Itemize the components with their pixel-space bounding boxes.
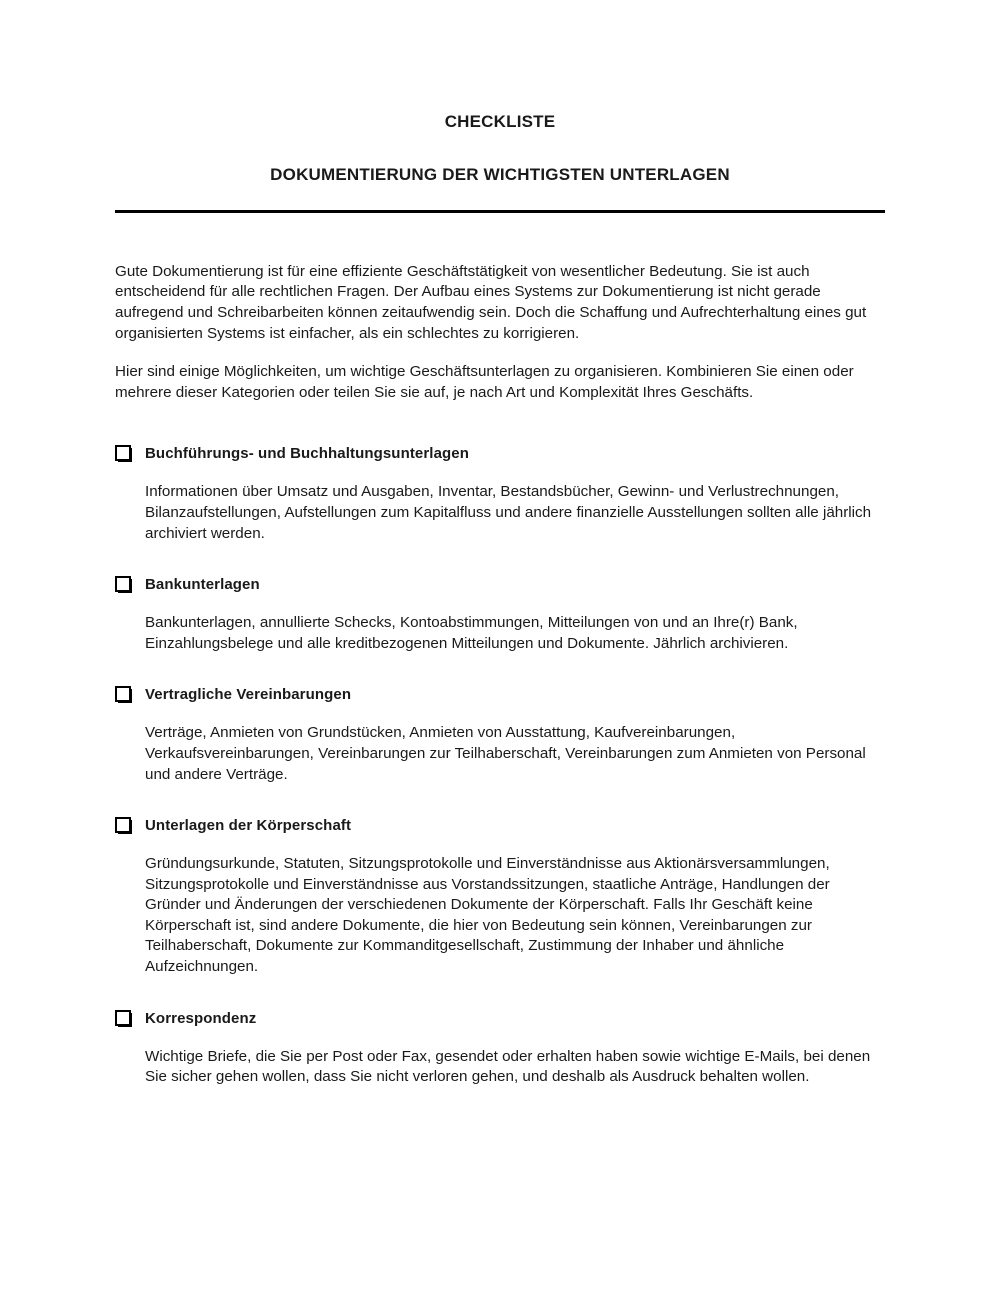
checklist-item-header — [115, 1009, 885, 1030]
checklist-item-header — [115, 816, 885, 837]
checklist-item — [115, 816, 885, 978]
checklist-item — [115, 1009, 885, 1088]
intro-paragraph-2: Hier sind einige Möglichkeiten, um wichtige Geschäftsunterlagen zu organisieren. Kombinieren Sie einen oder mehrere dieser Kategorien oder teilen Sie sie auf, je nach Art und Komplexität Ihres Geschäfts. — [115, 363, 854, 401]
checklist-item — [115, 685, 885, 785]
document-content — [115, 0, 885, 1088]
checklist-item-title: Buchführungs- und Buchhaltungsunterlagen — [145, 445, 469, 463]
checklist-item-header — [115, 685, 885, 706]
checklist-item — [115, 444, 885, 544]
checklist-item — [115, 575, 885, 654]
empty-checkbox-icon[interactable] — [115, 817, 145, 837]
checklist-item-title: Bankunterlagen — [145, 576, 260, 594]
checklist-item-header — [115, 575, 885, 596]
checklist-item-header — [115, 444, 885, 465]
checklist-item-title: Unterlagen der Körperschaft — [145, 817, 352, 835]
title-block — [115, 0, 885, 186]
checklist-item-title: Korrespondenz — [145, 1009, 257, 1027]
checklist — [115, 403, 885, 1088]
checklist-item-body: Informationen über Umsatz und Ausgaben, Inventar, Bestandsbücher, Gewinn- und Verlustrechnungen, Bilanzaufstellungen, Aufstellungen zum Kapitalfluss und andere finanzielle Ausstellungen sollten alle jährlich archiviert werden. — [145, 483, 872, 542]
empty-checkbox-icon[interactable] — [115, 686, 145, 706]
checklist-item-body: Wichtige Briefe, die Sie per Post oder Fax, gesendet oder erhalten haben sowie wichtige E-Mails, bei denen Sie sicher gehen wollen, dass Sie nicht verloren gehen, und deshalb als Ausdruck behalten wollen. — [145, 1047, 871, 1086]
header-divider — [115, 210, 885, 213]
empty-checkbox-icon[interactable] — [115, 1010, 145, 1030]
empty-checkbox-icon[interactable] — [115, 576, 145, 596]
intro-paragraph-1: Gute Dokumentierung ist für eine effiziente Geschäftstätigkeit von wesentlicher Bedeutung. Sie ist auch entscheidend für alle rechtlichen Fragen. Der Aufbau eines Systems zur Dokumentierung ist nicht gerade aufregend und Schreibarbeiten können zeitaufwendig sein. Doch die Schaffung und Aufrechterhaltung eines gut organisierten Systems ist einfacher, als ein schlechtes zu korrigieren. — [115, 262, 867, 342]
checklist-item-body: Bankunterlagen, annullierte Schecks, Kontoabstimmungen, Mitteilungen von und an Ihre(r) Bank, Einzahlungsbelege und alle kreditbezogenen Mitteilungen und Dokumente. Jährlich archivieren. — [145, 614, 798, 652]
empty-checkbox-icon[interactable] — [115, 445, 145, 465]
checklist-item-body: Verträge, Anmieten von Grundstücken, Anmieten von Ausstattung, Kaufvereinbarungen, Verkaufsvereinbarungen, Vereinbarungen zur Teilhaberschaft, Vereinbarungen zum Anmieten von Personal und andere Verträge. — [145, 724, 866, 783]
checklist-item-body: Gründungsurkunde, Statuten, Sitzungsprotokolle und Einverständnisse aus Aktionärsversammlungen, Sitzungsprotokolle und Einverständnisse aus Vorstandssitzungen, staatliche Anträge, Handlungen der Gründer und Änderungen der verschiedenen Dokumente der Körperschaft. Falls Ihr Geschäft keine Körperschaft ist, sind andere Dokumente, die hier von Bedeutung sein können, Vereinbarungen zur Teilhaberschaft, Dokumente zur Kommanditgesellschaft, Zustimmung der Inhaber und ähnliche Aufzeichnungen. — [145, 855, 830, 976]
document-title: CHECKLISTE — [444, 112, 556, 131]
checklist-item-title: Vertragliche Vereinbarungen — [145, 686, 352, 704]
document-subtitle: DOKUMENTIERUNG DER WICHTIGSTEN UNTERLAGEN — [270, 165, 730, 185]
